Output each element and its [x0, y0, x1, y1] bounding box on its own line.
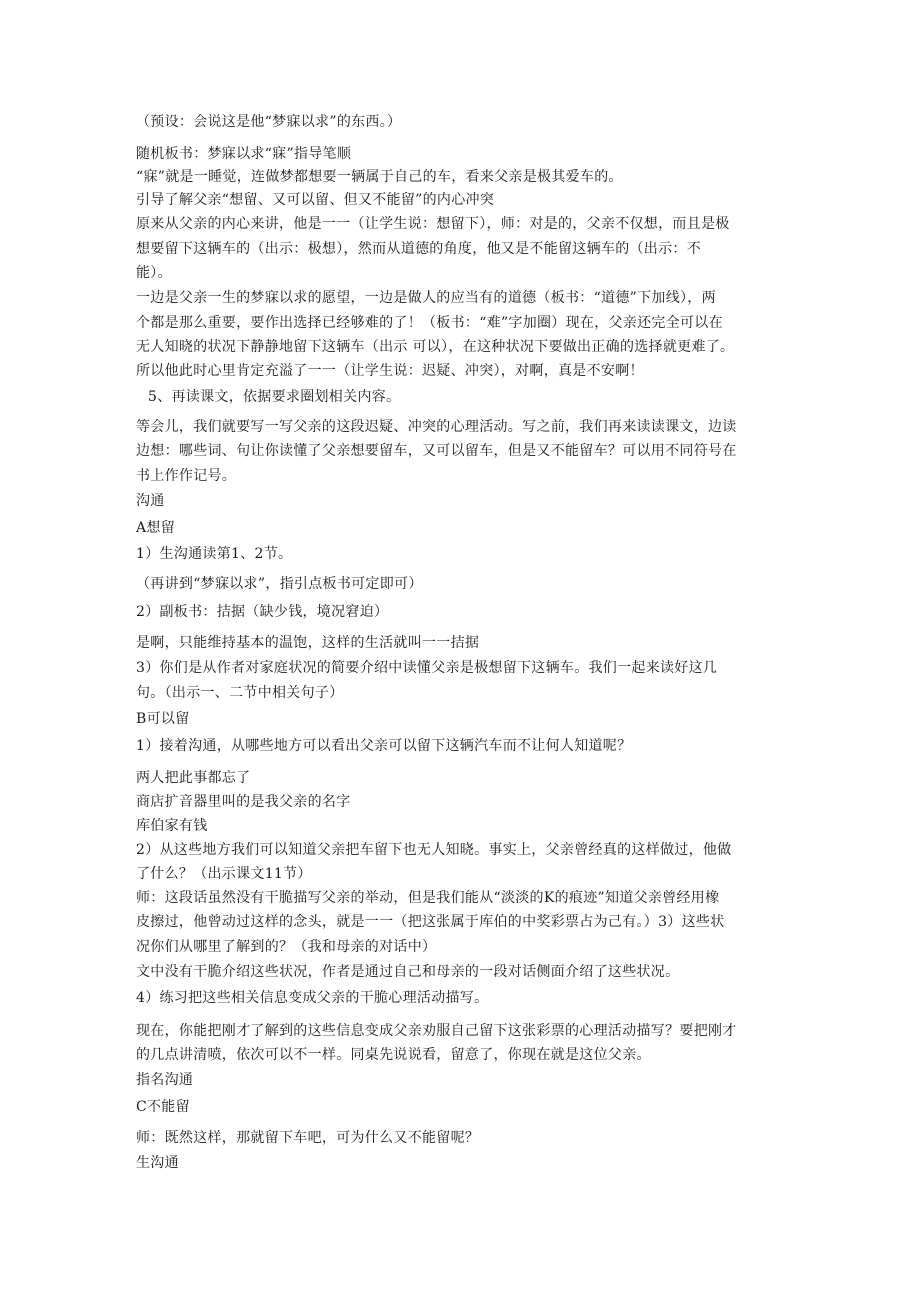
text-line: 随机板书：梦寐以求“寐”指导笔顺 [136, 146, 352, 162]
text-line: 师：既然这样，那就留下车吧，可为什么又不能留呢？ [136, 1130, 480, 1146]
text-line: 皮擦过，他曾动过这样的念头，就是一一（把这张属于库伯的中奖彩票占为己有。）3）这些状 [136, 914, 725, 930]
text-line: 是啊，只能维持基本的温饱，这样的生活就叫一一拮据 [136, 635, 480, 651]
text-line: 两人把此事都忘了 [136, 770, 251, 786]
text-line: 书上作作记号。 [136, 468, 237, 484]
text-line: 生沟通 [136, 1155, 179, 1171]
section-heading: 5、再读课文，依据要求圈划相关内容。 [148, 389, 401, 405]
text-line: 所以他此时心里肯定充溢了一一（让学生说：迟疑、冲突），对啊，真是不安啊！ [136, 363, 644, 379]
text-line: 的几点讲清喷，依次可以不一样。同桌先说说看，留意了，你现在就是这位父亲。 [136, 1047, 651, 1063]
subheading: C不能留 [136, 1099, 190, 1115]
text-line: 库伯家有钱 [136, 818, 208, 834]
text-line: 个都是那么重要，要作出选择已经够难的了！（板书：“难”字加圈）现在，父亲还完全可以在 [136, 315, 723, 331]
text-line: 现在，你能把刚才了解到的这些信息变成父亲劝服自己留下这张彩票的心理活动描写？要把刚才 [136, 1023, 737, 1039]
text-line: 1）生沟通读第1、2节。 [136, 546, 293, 562]
text-line: 一边是父亲一生的梦寐以求的愿望，一边是做人的应当有的道德（板书：“道德”下加线），两 [136, 290, 716, 306]
text-line: 边想：哪些词、句让你读懂了父亲想要留车，又可以留车，但是又不能留车？可以用不同符号在 [136, 443, 737, 459]
text-line: 4）练习把这些相关信息变成父亲的干脆心理活动描写。 [136, 990, 489, 1006]
text-line: 师：这段话虽然没有干脆描写父亲的举动，但是我们能从“淡淡的K的痕迹”知道父亲曾经用橡 [136, 890, 720, 906]
subheading: A想留 [136, 520, 176, 536]
text-line: 沟通 [136, 493, 165, 509]
text-line: 1）接着沟通，从哪些地方可以看出父亲可以留下这辆汽车而不让何人知道呢？ [136, 738, 632, 754]
text-line: （预设：会说这是他“梦寐以求”的东西。） [136, 114, 402, 130]
text-line: 句。（出示一、二节中相关句子） [136, 685, 344, 701]
text-line: 2）从这些地方我们可以知道父亲把车留下也无人知晓。事实上，父亲曾经真的这样做过，他做 [136, 842, 732, 858]
text-line: 无人知晓的状况下静静地留下这辆车（出示 可以），在这种状况下要做出正确的选择就更难了。 [136, 339, 735, 355]
text-line: 原来从父亲的内心来讲，他是一一（让学生说：想留下），师：对是的，父亲不仅想，而且是极 [136, 216, 730, 232]
text-line: 商店扩音器里叫的是我父亲的名字 [136, 794, 351, 810]
text-line: 引导了解父亲“想留、又可以留、但又不能留”的内心冲突 [136, 192, 495, 208]
text-line: 了什么？（出示课文11节） [136, 866, 312, 882]
text-line: 况你们从哪里了解到的？（我和母亲的对话中） [136, 939, 437, 955]
text-line: 等会儿，我们就要写一写父亲的这段迟疑、冲突的心理活动。写之前，我们再来读读课文，边读 [136, 419, 737, 435]
text-line: 指名沟通 [136, 1072, 194, 1088]
text-line: 想要留下这辆车的（出示：极想），然而从道德的角度，他又是不能留这辆车的（出示：不 [136, 241, 701, 257]
text-line: 文中没有干脆介绍这些状况，作者是通过自己和母亲的一段对话侧面介绍了这些状况。 [136, 964, 680, 980]
text-line: （再讲到“梦寐以求”，指引点板书可定即可） [136, 576, 423, 592]
text-line: 能）。 [136, 265, 172, 281]
text-line: 2）副板书：拮据（缺少钱，境况窘迫） [136, 604, 389, 620]
subheading: B可以留 [136, 711, 190, 727]
text-line: “寐”就是一睡觉，连做梦都想要一辆属于自己的车，看来父亲是极其爱车的。 [136, 169, 623, 185]
text-line: 3）你们是从作者对家庭状况的简要介绍中读懂父亲是极想留下这辆车。我们一起来读好这几 [136, 660, 718, 676]
